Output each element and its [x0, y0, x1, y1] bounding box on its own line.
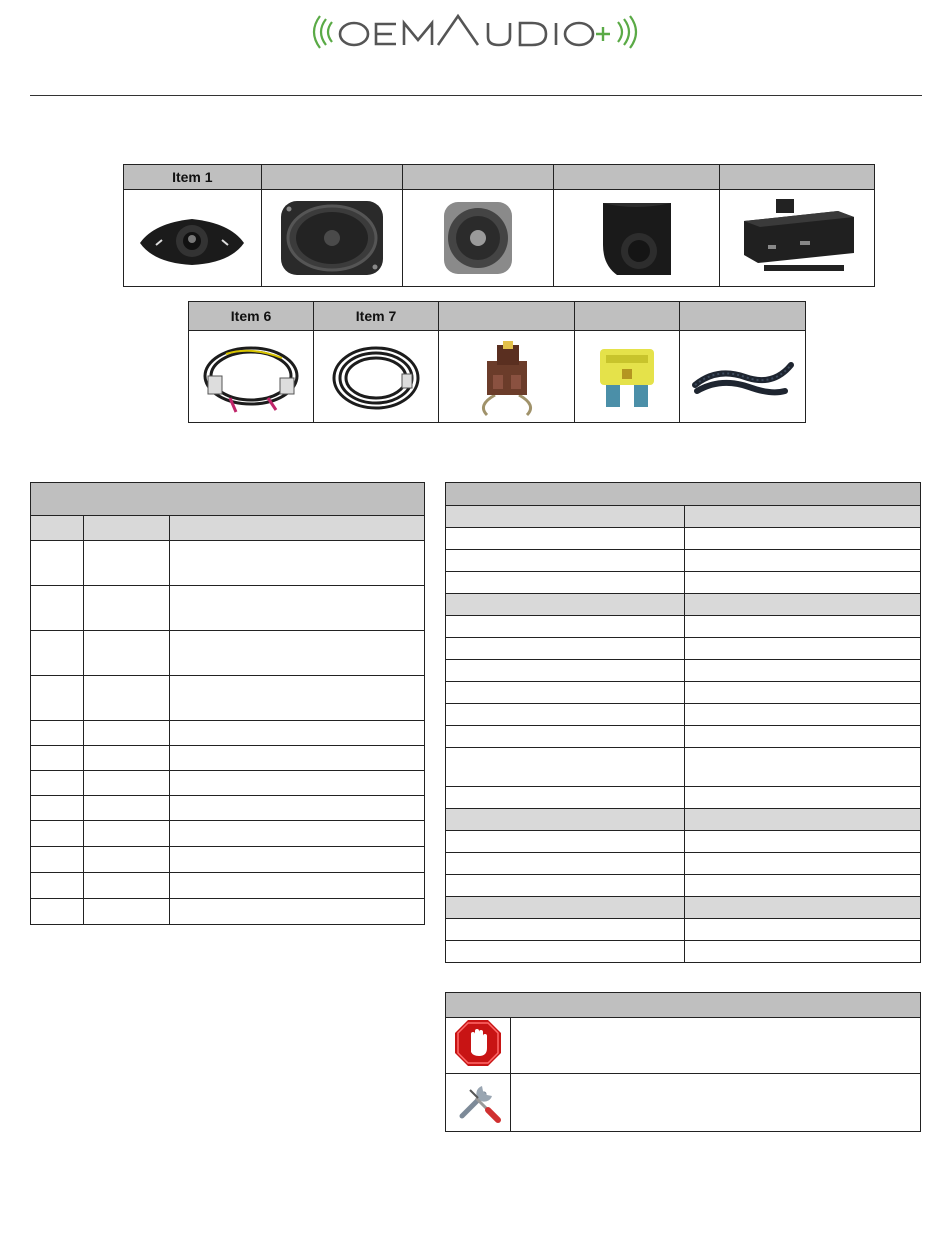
- tools-icon: [454, 1076, 502, 1124]
- parts-list-table: [30, 482, 425, 925]
- wiring-harness-2-icon: [326, 336, 426, 418]
- table-row: [31, 847, 425, 873]
- table-row: [446, 919, 921, 941]
- cell: [84, 873, 170, 899]
- table-row: [446, 941, 921, 963]
- fuse-tap-image: [439, 331, 575, 423]
- cell: [170, 746, 425, 771]
- cell: [31, 796, 84, 821]
- table-row: [31, 821, 425, 847]
- table-row: [446, 748, 921, 787]
- cell: [31, 721, 84, 746]
- cell: [446, 941, 685, 963]
- cell: [84, 631, 170, 676]
- cell: [84, 541, 170, 586]
- table-title-cell: [446, 993, 921, 1018]
- cell: [84, 586, 170, 631]
- table-row: [31, 676, 425, 721]
- cell: [685, 726, 921, 748]
- cell: [446, 660, 685, 682]
- note-icon-cell: [446, 1018, 511, 1074]
- table-row: [446, 660, 921, 682]
- amplifier-icon: [734, 197, 860, 279]
- cell: [31, 771, 84, 796]
- oval-speaker-image: [261, 190, 403, 287]
- cell: [446, 638, 685, 660]
- table-header-row: [31, 516, 425, 541]
- cell: [446, 809, 685, 831]
- table-row: [446, 572, 921, 594]
- cell: [31, 631, 84, 676]
- cell: [31, 586, 84, 631]
- note-text-cell: [511, 1074, 921, 1132]
- cell: [31, 541, 84, 586]
- amplifier-image: [720, 190, 875, 287]
- item-header: [261, 165, 403, 190]
- subwoofer-enclosure-icon: [595, 195, 679, 281]
- items-image-row: [124, 190, 875, 287]
- cell: [170, 796, 425, 821]
- cell: [685, 616, 921, 638]
- cell: [446, 831, 685, 853]
- header-cell: [170, 516, 425, 541]
- items-header-row: [189, 302, 806, 331]
- items-table-bottom: [188, 301, 806, 423]
- oval-speaker-icon: [275, 195, 389, 281]
- cell: [31, 676, 84, 721]
- table-row: [31, 721, 425, 746]
- items-header-row: [124, 165, 875, 190]
- cell: [685, 550, 921, 572]
- wiring-harness-image: [189, 331, 314, 423]
- cell: [685, 506, 921, 528]
- stop-hand-icon: [453, 1018, 503, 1068]
- table-row: [446, 528, 921, 550]
- cell: [685, 682, 921, 704]
- cell: [84, 721, 170, 746]
- cell: [685, 528, 921, 550]
- item-header: [680, 302, 806, 331]
- table-subheader-row: [446, 506, 921, 528]
- cell: [685, 853, 921, 875]
- table-subheader-row: [446, 809, 921, 831]
- cell: [84, 746, 170, 771]
- spec-table: [445, 482, 921, 963]
- wiring-harness-2-image: [314, 331, 439, 423]
- wiring-harness-icon: [196, 336, 306, 418]
- cell: [84, 796, 170, 821]
- cell: [685, 594, 921, 616]
- cell: [84, 821, 170, 847]
- item-header: Item 1: [124, 165, 262, 190]
- subwoofer-enclosure-image: [553, 190, 720, 287]
- cell: [170, 771, 425, 796]
- cell: [685, 897, 921, 919]
- wire-loom-image: [680, 331, 806, 423]
- tweeter-icon: [134, 205, 250, 271]
- items-table-top: [123, 164, 875, 287]
- cell: [170, 873, 425, 899]
- table-title-row: [31, 483, 425, 516]
- cell: [446, 853, 685, 875]
- cell: [685, 638, 921, 660]
- item-header: [575, 302, 680, 331]
- table-row: [446, 875, 921, 897]
- table-row: [446, 831, 921, 853]
- cell: [170, 676, 425, 721]
- table-title-cell: [31, 483, 425, 516]
- table-title-row: [446, 993, 921, 1018]
- table-row: [446, 550, 921, 572]
- item-header: Item 6: [189, 302, 314, 331]
- note-icon-cell: [446, 1074, 511, 1132]
- cell: [446, 897, 685, 919]
- table-row: [31, 796, 425, 821]
- cell: [446, 748, 685, 787]
- cell: [446, 550, 685, 572]
- table-row: [31, 771, 425, 796]
- cell: [446, 682, 685, 704]
- header-rule: [30, 95, 922, 96]
- cell: [685, 787, 921, 809]
- cell: [446, 572, 685, 594]
- note-text-cell: [511, 1018, 921, 1074]
- brand-logo: [306, 8, 656, 56]
- table-row: [31, 899, 425, 925]
- cell: [446, 506, 685, 528]
- cell: [685, 704, 921, 726]
- item-header: [553, 165, 720, 190]
- blade-fuse-image: [575, 331, 680, 423]
- table-row: [446, 616, 921, 638]
- coaxial-speaker-image: [403, 190, 554, 287]
- cell: [84, 847, 170, 873]
- wire-loom-icon: [687, 347, 799, 407]
- item-header: [403, 165, 554, 190]
- cell: [170, 541, 425, 586]
- cell: [31, 873, 84, 899]
- table-row: [446, 638, 921, 660]
- cell: [685, 748, 921, 787]
- cell: [446, 616, 685, 638]
- cell: [31, 746, 84, 771]
- cell: [84, 771, 170, 796]
- note-row: [446, 1074, 921, 1132]
- cell: [685, 919, 921, 941]
- coaxial-speaker-icon: [436, 196, 520, 280]
- table-row: [446, 704, 921, 726]
- cell: [685, 572, 921, 594]
- cell: [446, 704, 685, 726]
- header-cell: [84, 516, 170, 541]
- cell: [685, 660, 921, 682]
- cell: [685, 875, 921, 897]
- table-subheader-row: [446, 897, 921, 919]
- cell: [31, 847, 84, 873]
- item-header: Item 7: [314, 302, 439, 331]
- blade-fuse-icon: [592, 341, 662, 413]
- cell: [170, 899, 425, 925]
- items-image-row: [189, 331, 806, 423]
- table-title-cell: [446, 483, 921, 506]
- item-header: [720, 165, 875, 190]
- item-header: [439, 302, 575, 331]
- table-row: [31, 586, 425, 631]
- cell: [170, 721, 425, 746]
- cell: [685, 831, 921, 853]
- notes-table: [445, 992, 921, 1132]
- cell: [446, 726, 685, 748]
- cell: [170, 586, 425, 631]
- cell: [446, 875, 685, 897]
- cell: [446, 528, 685, 550]
- table-subheader-row: [446, 594, 921, 616]
- table-row: [31, 746, 425, 771]
- cell: [685, 941, 921, 963]
- table-row: [31, 541, 425, 586]
- table-row: [31, 873, 425, 899]
- cell: [84, 899, 170, 925]
- cell: [446, 919, 685, 941]
- tweeter-image: [124, 190, 262, 287]
- table-row: [446, 682, 921, 704]
- header-cell: [31, 516, 84, 541]
- table-row: [446, 853, 921, 875]
- cell: [170, 631, 425, 676]
- cell: [685, 809, 921, 831]
- table-row: [446, 787, 921, 809]
- cell: [31, 899, 84, 925]
- cell: [84, 676, 170, 721]
- cell: [446, 787, 685, 809]
- cell: [446, 594, 685, 616]
- cell: [170, 847, 425, 873]
- fuse-tap-icon: [457, 335, 557, 419]
- table-row: [446, 726, 921, 748]
- table-row: [31, 631, 425, 676]
- table-title-row: [446, 483, 921, 506]
- cell: [31, 821, 84, 847]
- cell: [170, 821, 425, 847]
- note-row: [446, 1018, 921, 1074]
